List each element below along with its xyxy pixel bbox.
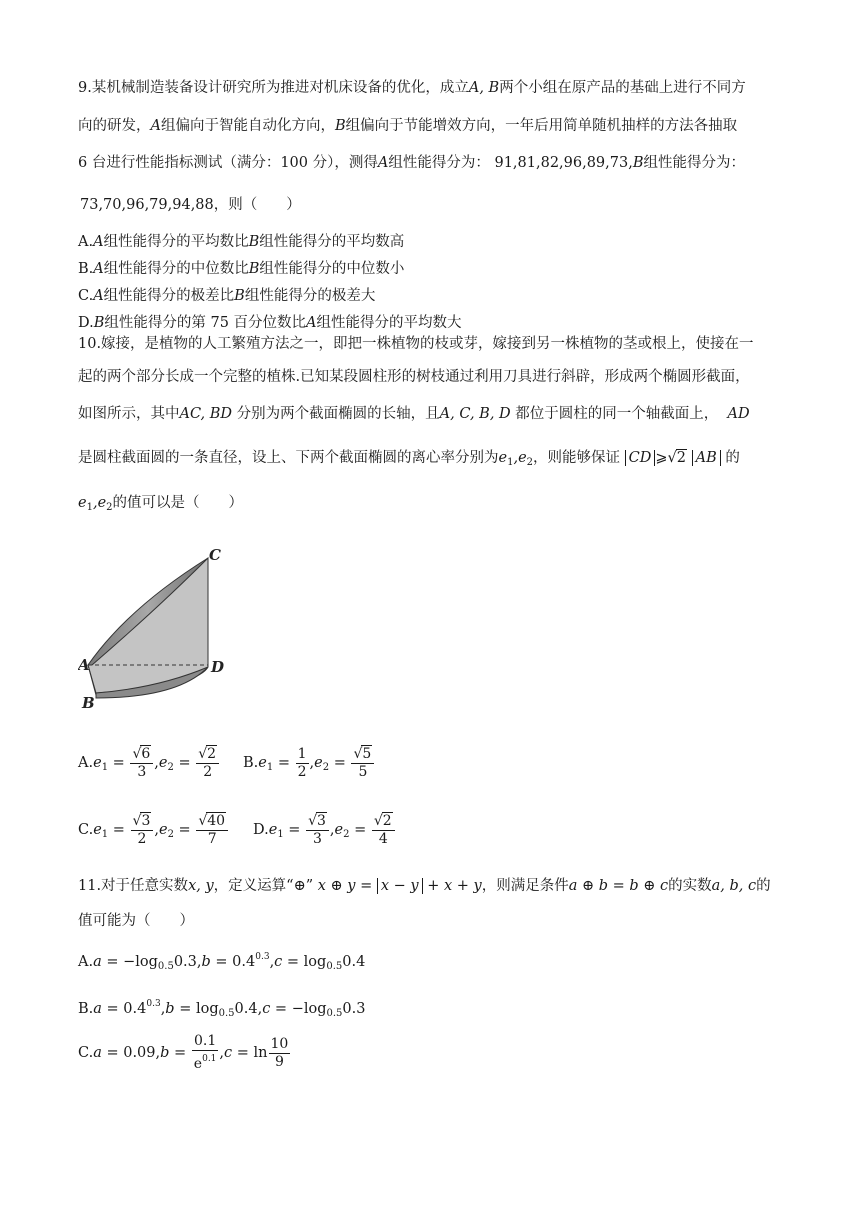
label-b: B xyxy=(82,694,95,712)
q9-option-a: A.A组性能得分的平均数比B组性能得分的平均数高 xyxy=(78,234,405,250)
q10-option-d: $D.e_1$ = $\frac{√3}{3}$ $,e_2$ = $\frac{√2}{4}$ xyxy=(253,812,396,848)
q10-line-1 xyxy=(78,334,754,354)
q10-math-ab: AB xyxy=(692,450,721,466)
q9-text: 组偏向于智能自动化方向， xyxy=(160,118,335,134)
q10-option-b: $B.e_1$ = $\frac{1}{2}$ $,e_2$ = $\frac{√5}{5}$ xyxy=(243,745,375,781)
q9-groups: A, B xyxy=(468,80,500,96)
q11-condition: a ⊕ b = b ⊕ c xyxy=(568,878,669,894)
q10-math: A, C, B, D xyxy=(439,406,511,422)
q11-text: 的实数 xyxy=(668,878,712,894)
q11-option-a: $A.a = -\log_{0.5}0.3,b = 0.4^{0.3},c = \log_{0.5}0.4$ xyxy=(78,952,366,972)
q9-text: 6 台进行性能指标测试（满分：100 分），测得 xyxy=(78,155,378,171)
q9-var: A xyxy=(377,155,389,171)
q11-text: ，定义运算“⊕” xyxy=(213,878,314,894)
q11-text: 11.对于任意实数 xyxy=(78,878,189,894)
q9-line-3 xyxy=(78,153,745,173)
q9-scores-b: 73,70,96,79,94,88 xyxy=(80,197,214,213)
q9-line-2 xyxy=(78,116,737,136)
q10-text: 的 xyxy=(725,450,740,466)
q11-option-b: $B.a = 0.4^{0.3},b = \log_{0.5}0.4,c = -\log_{0.5}0.3$ xyxy=(78,999,366,1019)
q9-text: ，则（ ） xyxy=(213,197,301,213)
cylinder-body xyxy=(88,558,208,693)
q9-option-b: B.A组性能得分的中位数比B组性能得分的中位数小 xyxy=(78,261,405,277)
q10-math-ge: ⩾ xyxy=(655,450,668,466)
q10-line-2 xyxy=(78,367,750,387)
q9-line-1 xyxy=(78,78,746,98)
q10-text: 如图所示，其中 xyxy=(78,406,180,422)
q10-math-cd: CD xyxy=(625,450,656,466)
q10-math: AD xyxy=(727,406,750,422)
q10-option-a: $A.e_1$ = $\frac{√6}{3}$ $,e_2$ = $\frac{√2}{2}$ xyxy=(78,745,220,781)
q11-option-c: C.a = 0.09,b = $\frac{0.1}{e^{0.1}}$ ,c = ln $\frac{10}{9}$ xyxy=(78,1033,289,1072)
q9-option-d: D.B组性能得分的第 75 百分位数比A组性能得分的平均数大 xyxy=(78,315,462,331)
q10-math: AC, BD xyxy=(179,406,233,422)
q11-definition: x ⊕ y = x − y + x + y xyxy=(317,878,482,894)
q10-option-c: $C.e_1$ = $\frac{√3}{2}$ $,e_2$ = $\frac{√40}{7}$ xyxy=(78,812,229,848)
q10-line-3 xyxy=(78,404,750,424)
q9-option-c: C.A组性能得分的极差比B组性能得分的极差大 xyxy=(78,288,376,304)
q9-line-4 xyxy=(80,195,301,215)
q10-text: 分别为两个截面椭圆的长轴，且 xyxy=(236,406,440,422)
q9-var: B xyxy=(632,155,644,171)
q10-text: 是圆柱截面圆的一条直径，设上、下两个截面椭圆的离心率分别为 xyxy=(78,450,499,466)
q10-figure xyxy=(78,548,238,718)
q11-line-2 xyxy=(78,911,194,931)
q10-line-4: 是圆柱截面圆的一条直径，设上、下两个截面椭圆的离心率分别为$e_1,e_2$，则能够保证 CD ⩾√2 AB 的 xyxy=(78,450,740,468)
q10-text: 都位于圆柱的同一个轴截面上， xyxy=(515,406,719,422)
q11-math: a, b, c xyxy=(711,878,757,894)
q9-scores-a: 91,81,82,96,89,73, xyxy=(494,155,633,171)
q9-text: 组性能得分为： xyxy=(388,155,490,171)
q10-line-5: $e_1,e_2$的值可以是（ ） xyxy=(78,495,244,513)
q10-text: ，则能够保证 xyxy=(533,450,621,466)
q9-text: 两个小组在原产品的基础上进行不同方 xyxy=(499,80,746,96)
label-c: C xyxy=(209,548,221,564)
q10-text: 10.嫁接，是植物的人工繁殖方法之一，即把一株植物的枝或芽，嫁接到另一株植物的茎或根上，使接在一 xyxy=(78,336,754,352)
q11-text: 值可能为（ ） xyxy=(78,913,194,929)
q9-text: 向的研发， xyxy=(78,118,151,134)
label-d: D xyxy=(211,658,225,676)
label-a: A xyxy=(78,656,90,674)
q10-text: 的值可以是（ ） xyxy=(112,495,244,511)
q9-text: 组性能得分为： xyxy=(643,155,745,171)
q10-text: 起的两个部分长成一个完整的植株.已知某段圆柱形的树枝通过利用刀具进行斜辟，形成两个椭圆形截面， xyxy=(78,369,750,385)
q11-text: ，则满足条件 xyxy=(481,878,569,894)
q11-text: 的 xyxy=(756,878,771,894)
q9-var: A xyxy=(150,118,161,134)
q11-math: x, y xyxy=(188,878,214,894)
q9-var: B xyxy=(334,118,346,134)
q9-text: 9.某机械制造装备设计研究所为推进对机床设备的优化，成立 xyxy=(78,80,469,96)
q11-line-1 xyxy=(78,876,771,896)
q9-text: 组偏向于节能增效方向，一年后用简单随机抽样的方法各抽取 xyxy=(345,118,738,134)
